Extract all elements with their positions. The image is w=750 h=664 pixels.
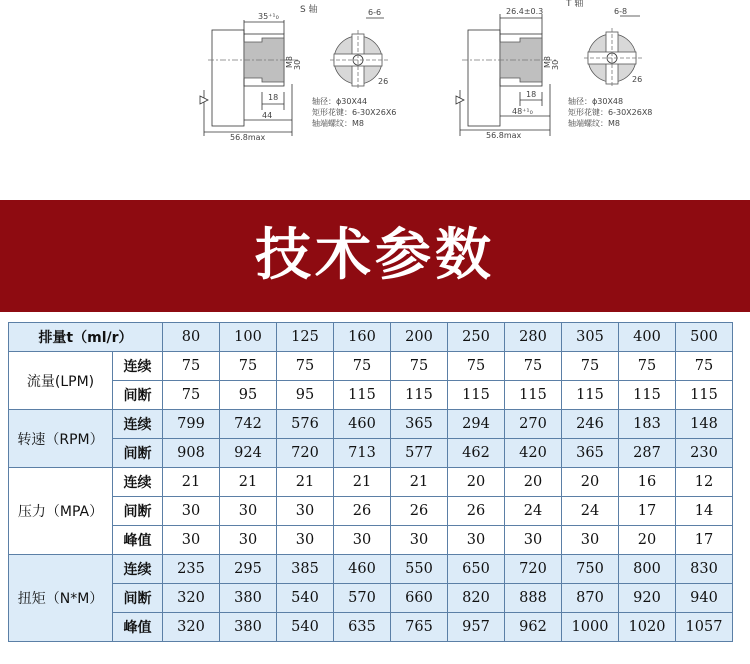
condition-label: 峰值 bbox=[113, 613, 163, 642]
table-cell: 540 bbox=[277, 584, 334, 613]
condition-label: 连续 bbox=[113, 410, 163, 439]
table-row bbox=[9, 497, 733, 526]
table-cell: 940 bbox=[676, 584, 733, 613]
displacement-value: 280 bbox=[505, 323, 562, 352]
table-cell: 14 bbox=[676, 497, 733, 526]
table-row bbox=[9, 584, 733, 613]
condition-label: 连续 bbox=[113, 468, 163, 497]
parameter-label: 转速（RPM） bbox=[9, 410, 113, 468]
table-cell: 713 bbox=[334, 439, 391, 468]
table-row bbox=[9, 410, 733, 439]
table-cell: 75 bbox=[334, 352, 391, 381]
table-cell: 30 bbox=[505, 526, 562, 555]
table-cell: 115 bbox=[391, 381, 448, 410]
table-cell: 75 bbox=[163, 352, 220, 381]
parameter-label: 压力（MPA） bbox=[9, 468, 113, 555]
table-cell: 270 bbox=[505, 410, 562, 439]
shaft-drawing-svg bbox=[0, 0, 750, 200]
table-cell: 30 bbox=[277, 497, 334, 526]
table-cell: 287 bbox=[619, 439, 676, 468]
displacement-value: 100 bbox=[220, 323, 277, 352]
table-cell: 75 bbox=[163, 381, 220, 410]
displacement-value: 400 bbox=[619, 323, 676, 352]
table-cell: 21 bbox=[277, 468, 334, 497]
table-header-row bbox=[9, 323, 733, 352]
table-cell: 460 bbox=[334, 555, 391, 584]
left-dim-18: 18 bbox=[268, 93, 279, 102]
displacement-value: 80 bbox=[163, 323, 220, 352]
right-dim-m8: M8 bbox=[543, 56, 552, 68]
table-cell: 115 bbox=[562, 381, 619, 410]
left-spec-thread: 轴端螺纹：M8 bbox=[312, 119, 364, 128]
table-row bbox=[9, 439, 733, 468]
table-cell: 550 bbox=[391, 555, 448, 584]
table-cell: 924 bbox=[220, 439, 277, 468]
table-cell: 635 bbox=[334, 613, 391, 642]
table-cell: 570 bbox=[334, 584, 391, 613]
right-dim-18: 18 bbox=[526, 90, 537, 99]
parameter-label: 扭矩（N*M） bbox=[9, 555, 113, 642]
table-cell: 365 bbox=[391, 410, 448, 439]
table-cell: 17 bbox=[619, 497, 676, 526]
left-dim-m8: M8 bbox=[285, 56, 294, 68]
table-cell: 30 bbox=[220, 526, 277, 555]
condition-label: 连续 bbox=[113, 555, 163, 584]
table-cell: 26 bbox=[391, 497, 448, 526]
condition-label: 间断 bbox=[113, 584, 163, 613]
left-dim-top: 35⁺¹₀ bbox=[258, 12, 279, 21]
table-cell: 577 bbox=[391, 439, 448, 468]
condition-label: 间断 bbox=[113, 439, 163, 468]
table-cell: 294 bbox=[448, 410, 505, 439]
left-dim-key: 6-6 bbox=[368, 8, 382, 17]
table-cell: 720 bbox=[505, 555, 562, 584]
table-cell: 1057 bbox=[676, 613, 733, 642]
table-cell: 962 bbox=[505, 613, 562, 642]
table-cell: 30 bbox=[334, 526, 391, 555]
table-cell: 95 bbox=[277, 381, 334, 410]
table-cell: 650 bbox=[448, 555, 505, 584]
displacement-value: 305 bbox=[562, 323, 619, 352]
table-cell: 320 bbox=[163, 613, 220, 642]
table-cell: 920 bbox=[619, 584, 676, 613]
table-cell: 30 bbox=[277, 526, 334, 555]
table-cell: 230 bbox=[676, 439, 733, 468]
left-shaft-title: S 轴 bbox=[300, 5, 318, 15]
table-row bbox=[9, 352, 733, 381]
table-cell: 115 bbox=[448, 381, 505, 410]
table-cell: 720 bbox=[277, 439, 334, 468]
table-cell: 20 bbox=[505, 468, 562, 497]
table-cell: 30 bbox=[220, 497, 277, 526]
right-spec-diameter: 轴径：ϕ30X48 bbox=[568, 97, 624, 106]
displacement-value: 250 bbox=[448, 323, 505, 352]
table-cell: 21 bbox=[391, 468, 448, 497]
table-cell: 75 bbox=[505, 352, 562, 381]
table-cell: 799 bbox=[163, 410, 220, 439]
table-cell: 20 bbox=[562, 468, 619, 497]
table-cell: 957 bbox=[448, 613, 505, 642]
left-dim-ref: 26 bbox=[378, 77, 389, 86]
table-cell: 16 bbox=[619, 468, 676, 497]
displacement-header: 排量t（ml/r） bbox=[9, 323, 163, 352]
table-cell: 75 bbox=[448, 352, 505, 381]
displacement-value: 160 bbox=[334, 323, 391, 352]
left-dim-30: 30 bbox=[293, 59, 302, 70]
table-row bbox=[9, 381, 733, 410]
table-row bbox=[9, 555, 733, 584]
right-dim-max: 56.8max bbox=[486, 131, 522, 140]
table-cell: 26 bbox=[448, 497, 505, 526]
table-cell: 235 bbox=[163, 555, 220, 584]
table-cell: 21 bbox=[334, 468, 391, 497]
right-dim-top: 26.4±0.3 bbox=[506, 7, 544, 16]
table-cell: 20 bbox=[448, 468, 505, 497]
condition-label: 峰值 bbox=[113, 526, 163, 555]
table-cell: 75 bbox=[277, 352, 334, 381]
table-row bbox=[9, 526, 733, 555]
table-cell: 148 bbox=[676, 410, 733, 439]
condition-label: 间断 bbox=[113, 497, 163, 526]
shaft-drawings bbox=[0, 0, 750, 200]
banner-title: 技术参数 bbox=[255, 223, 495, 288]
title-banner bbox=[0, 200, 750, 312]
table-cell: 1000 bbox=[562, 613, 619, 642]
spec-table-body bbox=[9, 323, 733, 642]
table-cell: 1020 bbox=[619, 613, 676, 642]
displacement-value: 125 bbox=[277, 323, 334, 352]
left-dim-max: 56.8max bbox=[230, 133, 266, 142]
table-cell: 420 bbox=[505, 439, 562, 468]
table-cell: 12 bbox=[676, 468, 733, 497]
table-cell: 820 bbox=[448, 584, 505, 613]
table-cell: 75 bbox=[562, 352, 619, 381]
table-cell: 75 bbox=[619, 352, 676, 381]
table-cell: 870 bbox=[562, 584, 619, 613]
table-cell: 320 bbox=[163, 584, 220, 613]
table-cell: 30 bbox=[163, 526, 220, 555]
table-cell: 380 bbox=[220, 584, 277, 613]
parameter-label: 流量(LPM) bbox=[9, 352, 113, 410]
table-cell: 380 bbox=[220, 613, 277, 642]
table-cell: 295 bbox=[220, 555, 277, 584]
left-dim-44: 44 bbox=[262, 111, 273, 120]
table-cell: 24 bbox=[505, 497, 562, 526]
table-cell: 30 bbox=[163, 497, 220, 526]
left-spec-spline: 矩形花键：6-30X26X6 bbox=[312, 108, 397, 117]
table-cell: 21 bbox=[163, 468, 220, 497]
table-cell: 75 bbox=[391, 352, 448, 381]
right-dim-ref: 26 bbox=[632, 75, 643, 84]
table-cell: 888 bbox=[505, 584, 562, 613]
table-cell: 26 bbox=[334, 497, 391, 526]
right-dim-48: 48⁺¹₀ bbox=[512, 107, 533, 116]
displacement-value: 500 bbox=[676, 323, 733, 352]
table-cell: 20 bbox=[619, 526, 676, 555]
table-cell: 75 bbox=[676, 352, 733, 381]
table-cell: 115 bbox=[505, 381, 562, 410]
table-cell: 385 bbox=[277, 555, 334, 584]
right-shaft-title: T 轴 bbox=[566, 0, 584, 9]
table-cell: 183 bbox=[619, 410, 676, 439]
displacement-value: 200 bbox=[391, 323, 448, 352]
condition-label: 间断 bbox=[113, 381, 163, 410]
table-row bbox=[9, 613, 733, 642]
right-dim-30: 30 bbox=[551, 59, 560, 70]
spec-table bbox=[8, 322, 733, 642]
left-flange bbox=[212, 30, 244, 126]
table-cell: 75 bbox=[220, 352, 277, 381]
table-cell: 460 bbox=[334, 410, 391, 439]
right-flange bbox=[468, 30, 500, 126]
right-dim-key: 6-8 bbox=[614, 7, 628, 16]
table-cell: 115 bbox=[676, 381, 733, 410]
table-cell: 660 bbox=[391, 584, 448, 613]
table-cell: 30 bbox=[391, 526, 448, 555]
table-cell: 30 bbox=[562, 526, 619, 555]
table-cell: 800 bbox=[619, 555, 676, 584]
table-cell: 576 bbox=[277, 410, 334, 439]
right-spec-thread: 轴端螺纹：M8 bbox=[568, 119, 620, 128]
table-cell: 115 bbox=[619, 381, 676, 410]
table-cell: 365 bbox=[562, 439, 619, 468]
left-spec-diameter: 轴径：ϕ30X44 bbox=[312, 97, 368, 106]
table-cell: 115 bbox=[334, 381, 391, 410]
table-cell: 462 bbox=[448, 439, 505, 468]
table-cell: 765 bbox=[391, 613, 448, 642]
table-cell: 908 bbox=[163, 439, 220, 468]
table-cell: 30 bbox=[448, 526, 505, 555]
table-row bbox=[9, 468, 733, 497]
table-cell: 830 bbox=[676, 555, 733, 584]
table-cell: 21 bbox=[220, 468, 277, 497]
table-cell: 750 bbox=[562, 555, 619, 584]
table-cell: 24 bbox=[562, 497, 619, 526]
table-cell: 17 bbox=[676, 526, 733, 555]
condition-label: 连续 bbox=[113, 352, 163, 381]
table-cell: 95 bbox=[220, 381, 277, 410]
right-spec-spline: 矩形花键：6-30X26X8 bbox=[568, 108, 653, 117]
table-cell: 742 bbox=[220, 410, 277, 439]
table-cell: 246 bbox=[562, 410, 619, 439]
table-cell: 540 bbox=[277, 613, 334, 642]
